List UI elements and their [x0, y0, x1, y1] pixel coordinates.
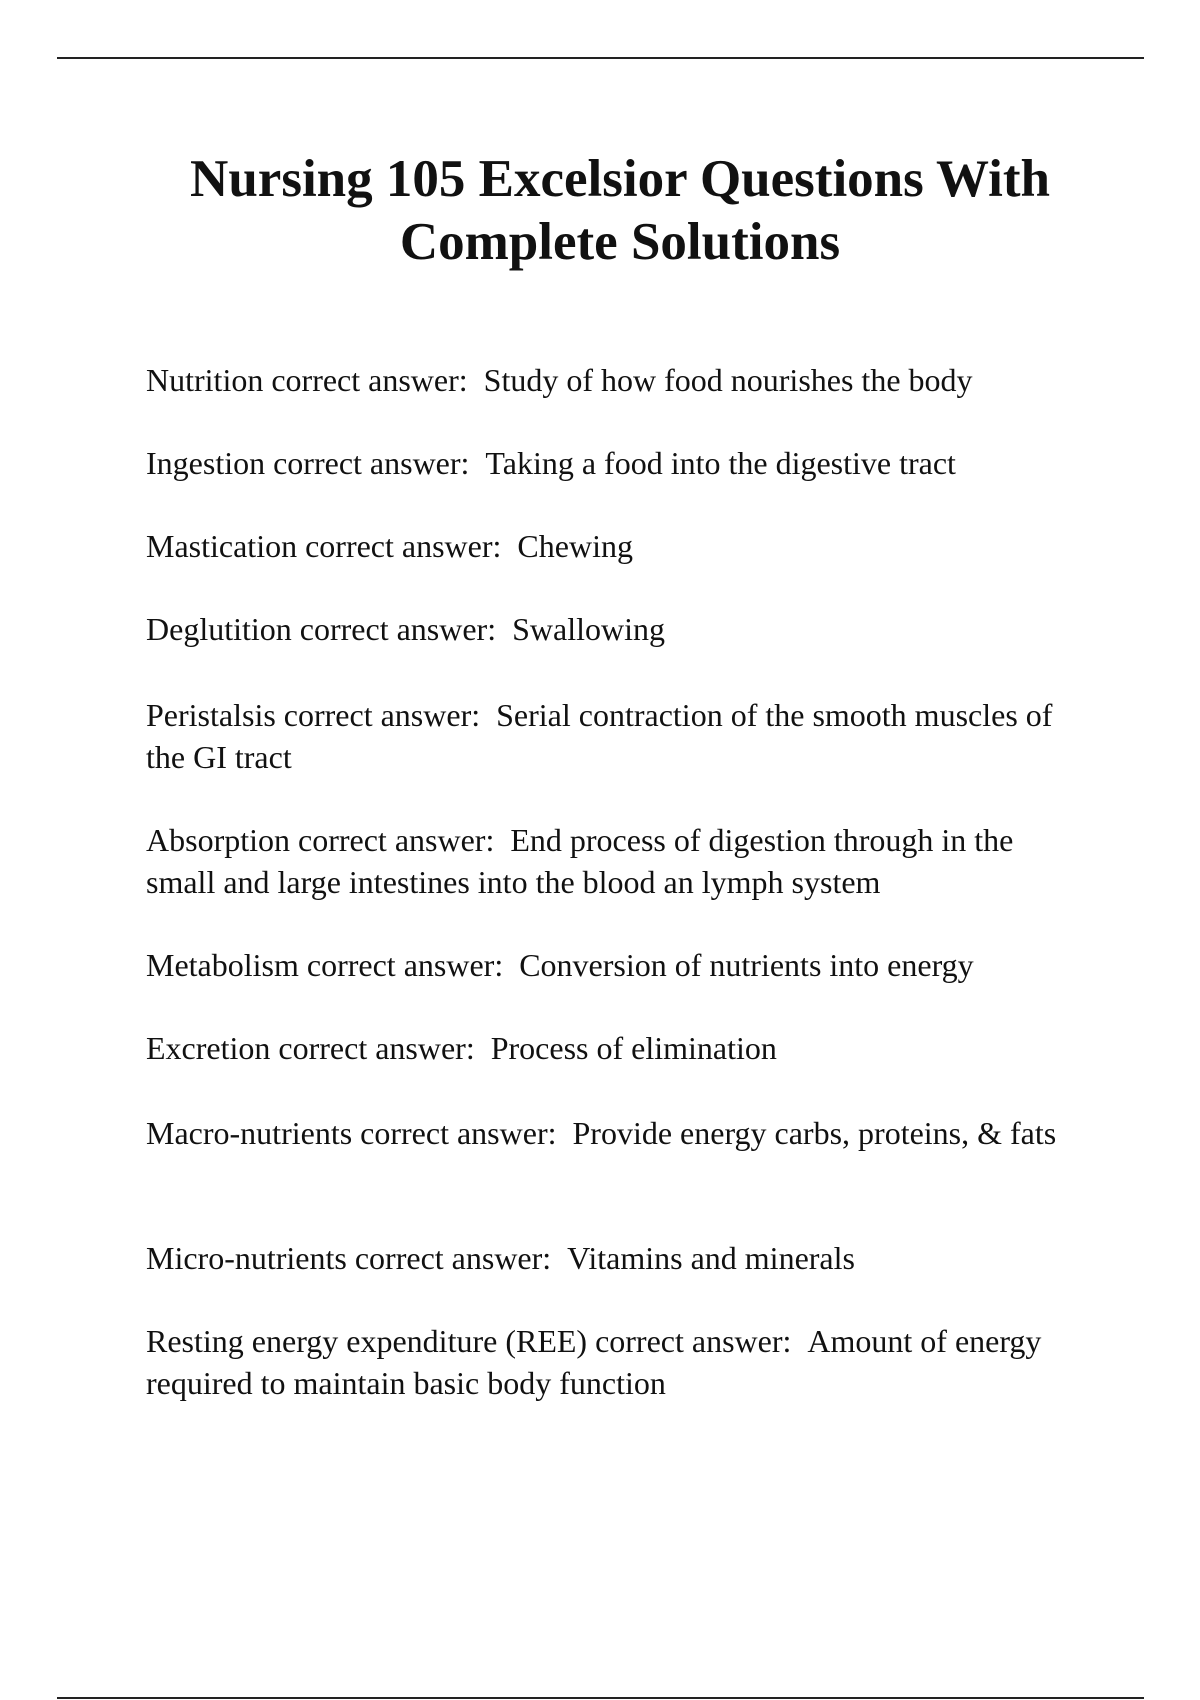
qa-answer: Amount of energy required to maintain basic body function [146, 1323, 1042, 1401]
qa-entry [146, 1320, 1086, 1404]
qa-answer: Process of elimination [490, 1030, 777, 1066]
qa-entry [146, 694, 1086, 778]
qa-entry [146, 1237, 1086, 1279]
qa-answer: Conversion of nutrients into energy [519, 947, 974, 983]
qa-entry [146, 359, 1086, 401]
qa-answer: Provide energy carbs, proteins, & fats [572, 1115, 1057, 1151]
qa-entry [146, 944, 1086, 986]
qa-answer: Taking a food into the digestive tract [485, 445, 956, 481]
qa-answer: Swallowing [512, 611, 665, 647]
qa-entry [146, 608, 1086, 650]
qa-connector: correct answer: [273, 445, 470, 481]
qa-term: Micro-nutrients [146, 1240, 347, 1276]
qa-answer: Chewing [517, 528, 633, 564]
qa-connector: correct answer: [299, 611, 497, 647]
qa-connector: correct answer: [360, 1115, 557, 1151]
qa-connector: correct answer: [283, 697, 481, 733]
qa-connector: correct answer: [305, 528, 502, 564]
qa-connector: correct answer: [354, 1240, 552, 1276]
qa-entry [146, 819, 1086, 903]
qa-term: Resting energy expenditure (REE) [146, 1323, 588, 1359]
qa-connector: correct answer: [595, 1323, 792, 1359]
qa-connector: correct answer: [271, 362, 468, 398]
qa-term: Peristalsis [146, 697, 276, 733]
qa-entry [146, 525, 1086, 567]
qa-answer: Serial contraction of the smooth muscles of the GI tract [146, 697, 1053, 775]
qa-term: Absorption [146, 822, 290, 858]
qa-answer: End process of digestion through in the small and large intestines into the blood an lymph system [146, 822, 1014, 900]
qa-connector: correct answer: [298, 822, 495, 858]
qa-answer: Study of how food nourishes the body [483, 362, 973, 398]
qa-connector: correct answer: [278, 1030, 475, 1066]
qa-term: Excretion [146, 1030, 271, 1066]
qa-entry [146, 442, 1086, 484]
qa-answer: Vitamins and minerals [567, 1240, 855, 1276]
document-title: Nursing 105 Excelsior Questions With Complete Solutions [190, 150, 1050, 271]
qa-connector: correct answer: [306, 947, 504, 983]
bottom-rule [57, 1697, 1144, 1699]
qa-entry [146, 1027, 1086, 1069]
qa-term: Macro-nutrients [146, 1115, 353, 1151]
qa-term: Ingestion [146, 445, 266, 481]
qa-term: Mastication [146, 528, 298, 564]
qa-entry [146, 1112, 1086, 1154]
qa-term: Deglutition [146, 611, 292, 647]
qa-term: Metabolism [146, 947, 299, 983]
qa-term: Nutrition [146, 362, 264, 398]
